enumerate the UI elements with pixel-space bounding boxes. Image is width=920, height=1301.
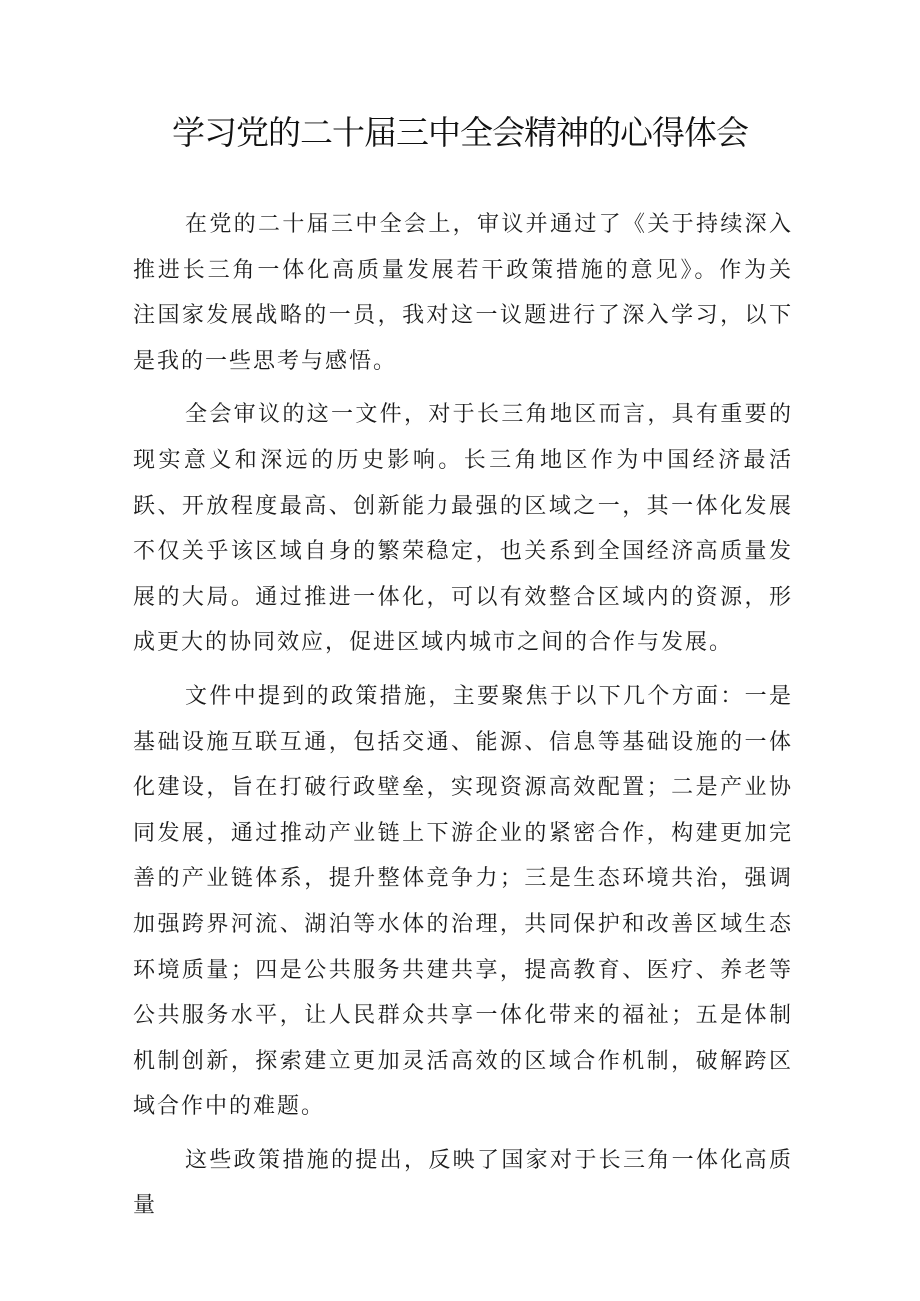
paragraph-1: 在党的二十届三中全会上，审议并通过了《关于持续深入推进长三角一体化高质量发展若干政策措施的意见》。作为关注国家发展战略的一员，我对这一议题进行了深入学习，以下是我的一些思考与感悟。 [133,212,793,374]
document-title: 学习党的二十届三中全会精神的心得体会 [172,113,748,152]
paragraph-3: 文件中提到的政策措施，主要聚焦于以下几个方面：一是基础设施互联互通，包括交通、能源、信息等基础设施的一体化建设，旨在打破行政壁垒，实现资源高效配置；二是产业协同发展，通过推动产业链上下游企业的紧密合作，构建更加完善的产业链体系，提升整体竞争力；三是生态环境共治，强调加强跨界河流、湖泊等水体的治理，共同保护和改善区域生态环境质量；四是公共服务共建共享，提高教育、医疗、养老等公共服务水平，让人民群众共享一体化带来的福祉；五是体制机制创新，探索建立更加灵活高效的区域合作机制，破解跨区域合作中的难题。 [133,683,793,1120]
document-body [133,202,793,1237]
paragraph-4: 这些政策措施的提出，反映了国家对于长三角一体化高质量 [133,1147,793,1219]
paragraph-2: 全会审议的这一文件，对于长三角地区而言，具有重要的现实意义和深远的历史影响。长三角地区作为中国经济最活跃、开放程度最高、创新能力最强的区域之一，其一体化发展不仅关乎该区域自身的繁荣稳定，也关系到全国经济高质量发展的大局。通过推进一体化，可以有效整合区域内的资源，形成更大的协同效应，促进区域内城市之间的合作与发展。 [133,402,793,656]
